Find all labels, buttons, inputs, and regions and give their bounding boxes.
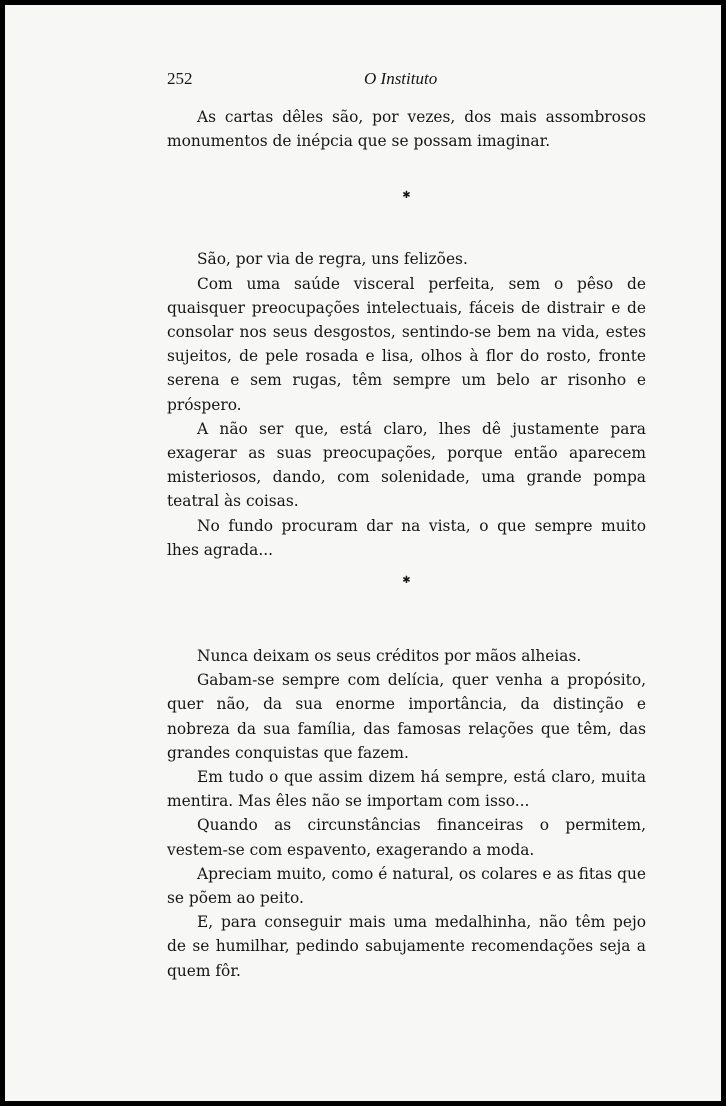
paragraph: Gabam-se sempre com delícia, quer venha a propósito, quer não, da sua enorme importância, da distinção e nobreza da sua família, das famosas relações que têm, das grandes conquistas que fazem.: [167, 671, 646, 762]
book-page: [5, 5, 721, 1101]
asterisk-ornament: ✱: [402, 190, 411, 202]
body-text: [167, 105, 646, 983]
page-number: 252: [167, 69, 193, 88]
paragraph: Com uma saúde visceral perfeita, sem o pêso de quaisquer preocupações intelectuais, fáceis de distrair e de consolar nos seus desgostos, sentindo-se bem na vida, estes sujeitos, de pele rosada e lisa, olhos à flor do rosto, fronte serena e sem rugas, têm sempre um belo ar risonho e próspero.: [167, 274, 646, 414]
paragraph: Apreciam muito, como é natural, os colares e as fitas que se põem ao peito.: [167, 864, 646, 908]
paragraph: As cartas dêles são, por vezes, dos mais assombrosos monumentos de inépcia que se possam imaginar.: [167, 108, 646, 151]
paragraph: Quando as circunstâncias financeiras o permitem, vestem-se com espavento, exagerando a moda.: [167, 816, 646, 859]
paragraph: A não ser que, está claro, lhes dê justamente para exagerar as suas preocupações, porque então aparecem misteriosos, dando, com solenidade, uma grande pompa teatral às coisas.: [167, 419, 646, 511]
section-divider: [167, 153, 646, 247]
paragraph: E, para conseguir mais uma medalhinha, não têm pejo de se humilhar, pedindo sabujamente recomendações seja a quem fôr.: [167, 913, 646, 980]
paragraph: Em tudo o que assim dizem há sempre, está claro, muita mentira. Mas êles não se importam com isso...: [167, 768, 646, 811]
paragraph: Nunca deixam os seus créditos por mãos alheias.: [197, 647, 582, 666]
running-title: O Instituto: [364, 69, 438, 88]
section-divider: [167, 562, 646, 644]
paragraph: No fundo procuram dar na vista, o que sempre muito lhes agrada...: [167, 516, 646, 559]
paragraph: São, por via de regra, uns felizões.: [197, 250, 468, 269]
page-header: [167, 69, 647, 93]
asterisk-ornament: ✱: [402, 575, 411, 587]
